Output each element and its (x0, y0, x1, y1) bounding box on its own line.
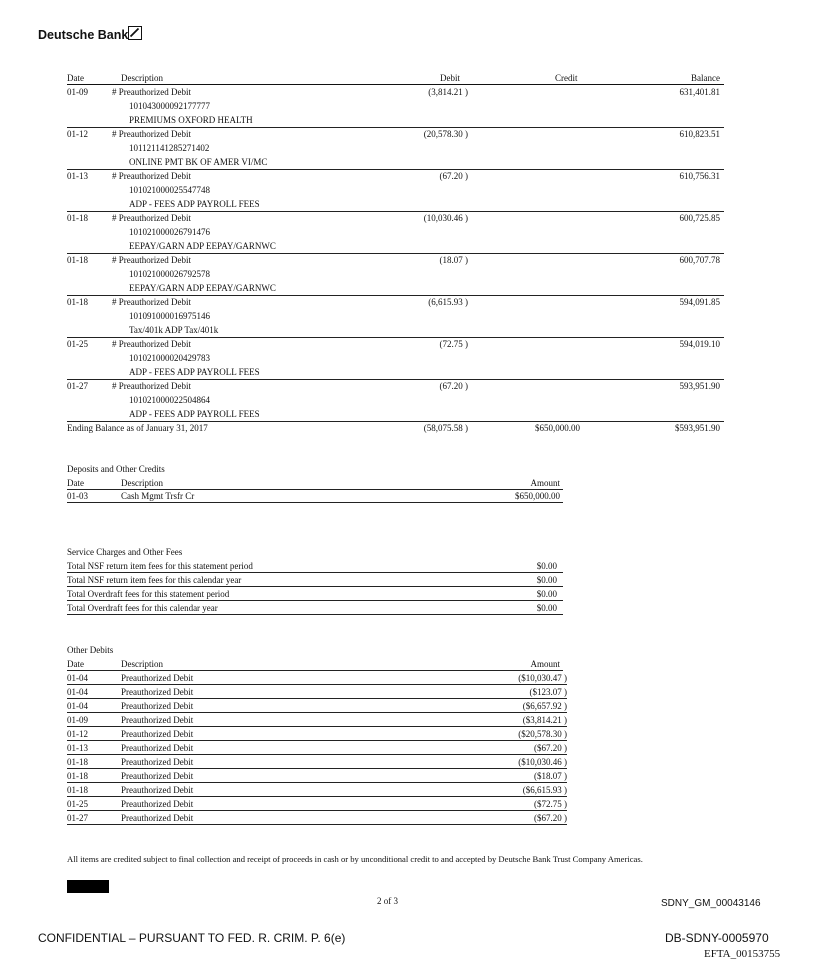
tx-ref: 101021000020429783 (129, 353, 210, 363)
tx-balance: 610,823.51 (679, 129, 720, 139)
tx-row-rule (67, 127, 724, 128)
tx-date: 01-27 (67, 381, 88, 391)
deposits-title: Deposits and Other Credits (67, 464, 165, 474)
other-debit-description: Preauthorized Debit (121, 729, 194, 739)
other-debit-description: Preauthorized Debit (121, 785, 194, 795)
tx-date: 01-18 (67, 213, 88, 223)
other-debit-amount: ($20,578.30 ) (518, 729, 567, 739)
bank-name: Deutsche Bank (38, 28, 129, 42)
tx-row-rule (67, 379, 724, 380)
tx-type: # Preauthorized Debit (112, 381, 191, 391)
tx-debit: (6,615.93 ) (428, 297, 468, 307)
other-debit-row-rule (67, 796, 567, 797)
tx-memo: ADP - FEES ADP PAYROLL FEES (129, 367, 260, 377)
tx-row-rule (67, 337, 724, 338)
other-debit-date: 01-27 (67, 813, 88, 823)
col-header-credit: Credit (555, 73, 578, 83)
other-debit-amount: ($72.75 ) (534, 799, 567, 809)
tx-ref: 101021000026791476 (129, 227, 210, 237)
deposit-description: Cash Mgmt Trsfr Cr (121, 491, 195, 501)
other-debit-description: Preauthorized Debit (121, 715, 194, 725)
other-debit-row-rule (67, 740, 567, 741)
tx-debit: (67.20 ) (439, 381, 468, 391)
tx-debit: (3,814.21 ) (428, 87, 468, 97)
service-title: Service Charges and Other Fees (67, 547, 183, 557)
tx-ref: 101043000092177777 (129, 101, 210, 111)
deposits-header-description: Description (121, 478, 163, 488)
other-debit-row-rule (67, 782, 567, 783)
tx-debit: (67.20 ) (439, 171, 468, 181)
ending-balance-label: Ending Balance as of January 31, 2017 (67, 423, 208, 433)
other-debit-row-rule (67, 712, 567, 713)
tx-ref: 101021000022504864 (129, 395, 210, 405)
other-debit-description: Preauthorized Debit (121, 743, 194, 753)
tx-date: 01-09 (67, 87, 88, 97)
other-debits-header-rule (67, 670, 563, 671)
other-debit-row-rule (67, 768, 567, 769)
tx-balance: 600,725.85 (679, 213, 720, 223)
header-rule (67, 84, 724, 85)
service-row-rule (67, 586, 563, 587)
other-debit-date: 01-04 (67, 673, 88, 683)
ending-debit-total: (58,075.58 ) (423, 423, 468, 433)
other-debit-row-rule (67, 810, 567, 811)
tx-memo: ADP - FEES ADP PAYROLL FEES (129, 199, 260, 209)
other-debit-date: 01-12 (67, 729, 88, 739)
other-debit-date: 01-13 (67, 743, 88, 753)
service-fee-label: Total NSF return item fees for this statement period (67, 561, 253, 571)
other-debit-description: Preauthorized Debit (121, 673, 194, 683)
other-debit-description: Preauthorized Debit (121, 813, 194, 823)
other-debit-amount: ($6,615.93 ) (522, 785, 567, 795)
tx-date: 01-18 (67, 297, 88, 307)
tx-balance: 594,091.85 (679, 297, 720, 307)
tx-memo: Tax/401k ADP Tax/401k (129, 325, 219, 335)
tx-debit: (72.75 ) (439, 339, 468, 349)
tx-type: # Preauthorized Debit (112, 129, 191, 139)
tx-debit: (18.07 ) (439, 255, 468, 265)
tx-balance: 593,951.90 (679, 381, 720, 391)
tx-ref: 101021000025547748 (129, 185, 210, 195)
deposits-header-date: Date (67, 478, 84, 488)
service-row-rule (67, 572, 563, 573)
other-debit-description: Preauthorized Debit (121, 771, 194, 781)
col-header-description: Description (121, 73, 163, 83)
deposits-header-amount: Amount (530, 478, 560, 488)
other-debit-row-rule (67, 698, 567, 699)
tx-type: # Preauthorized Debit (112, 297, 191, 307)
other-debit-row-rule (67, 684, 567, 685)
redaction-block (67, 880, 109, 893)
efta-stamp: EFTA_00153755 (704, 948, 781, 960)
tx-type: # Preauthorized Debit (112, 213, 191, 223)
tx-memo: PREMIUMS OXFORD HEALTH (129, 115, 253, 125)
other-debit-row-rule (67, 824, 567, 825)
other-debit-amount: ($123.07 ) (529, 687, 567, 697)
service-fee-amount: $0.00 (536, 561, 557, 571)
tx-ref: 101021000026792578 (129, 269, 210, 279)
service-fee-label: Total Overdraft fees for this statement period (67, 589, 230, 599)
other-debit-description: Preauthorized Debit (121, 701, 194, 711)
service-fee-label: Total Overdraft fees for this calendar year (67, 603, 218, 613)
service-row-rule (67, 614, 563, 615)
tx-type: # Preauthorized Debit (112, 87, 191, 97)
tx-date: 01-13 (67, 171, 88, 181)
service-fee-amount: $0.00 (536, 589, 557, 599)
tx-type: # Preauthorized Debit (112, 171, 191, 181)
col-header-debit: Debit (440, 73, 460, 83)
other-debit-date: 01-09 (67, 715, 88, 725)
col-header-date: Date (67, 73, 84, 83)
service-row-rule (67, 600, 563, 601)
deposits-header-rule (67, 489, 563, 490)
other-debit-amount: ($18.07 ) (534, 771, 567, 781)
service-fee-amount: $0.00 (536, 575, 557, 585)
other-debits-header-amount: Amount (530, 659, 560, 669)
tx-row-rule (67, 169, 724, 170)
other-debit-row-rule (67, 726, 567, 727)
other-debit-date: 01-18 (67, 785, 88, 795)
tx-debit: (20,578.30 ) (423, 129, 468, 139)
tx-type: # Preauthorized Debit (112, 255, 191, 265)
other-debit-amount: ($10,030.47 ) (518, 673, 567, 683)
deposit-row-rule (67, 502, 563, 503)
tx-row-rule (67, 295, 724, 296)
tx-balance: 631,401.81 (679, 87, 720, 97)
confidential-notice: CONFIDENTIAL – PURSUANT TO FED. R. CRIM. P. 6(e) (38, 931, 346, 945)
tx-row-rule (67, 253, 724, 254)
tx-row-rule (67, 421, 724, 422)
other-debit-description: Preauthorized Debit (121, 799, 194, 809)
service-fee-label: Total NSF return item fees for this calendar year (67, 575, 242, 585)
tx-memo: EEPAY/GARN ADP EEPAY/GARNWC (129, 283, 276, 293)
other-debits-header-date: Date (67, 659, 84, 669)
tx-ref: 101091000016975146 (129, 311, 210, 321)
tx-type: # Preauthorized Debit (112, 339, 191, 349)
other-debit-date: 01-04 (67, 701, 88, 711)
other-debit-amount: ($67.20 ) (534, 813, 567, 823)
other-debit-row-rule (67, 754, 567, 755)
sdny-gm-stamp: SDNY_GM_00043146 (661, 898, 761, 909)
tx-memo: ADP - FEES ADP PAYROLL FEES (129, 409, 260, 419)
other-debit-description: Preauthorized Debit (121, 757, 194, 767)
deposit-amount: $650,000.00 (515, 491, 560, 501)
tx-memo: EEPAY/GARN ADP EEPAY/GARNWC (129, 241, 276, 251)
db-sdny-stamp: DB-SDNY-0005970 (665, 931, 769, 945)
tx-balance: 610,756.31 (679, 171, 720, 181)
other-debits-header-description: Description (121, 659, 163, 669)
deutsche-bank-logo-icon (128, 26, 142, 40)
tx-debit: (10,030.46 ) (423, 213, 468, 223)
other-debits-title: Other Debits (67, 645, 114, 655)
other-debit-description: Preauthorized Debit (121, 687, 194, 697)
other-debit-amount: ($67.20 ) (534, 743, 567, 753)
other-debit-amount: ($10,030.46 ) (518, 757, 567, 767)
other-debit-date: 01-25 (67, 799, 88, 809)
other-debit-amount: ($3,814.21 ) (522, 715, 567, 725)
deposit-date: 01-03 (67, 491, 88, 501)
ending-credit-total: $650,000.00 (535, 423, 580, 433)
other-debit-date: 01-18 (67, 771, 88, 781)
tx-date: 01-12 (67, 129, 88, 139)
col-header-balance: Balance (691, 73, 720, 83)
tx-date: 01-18 (67, 255, 88, 265)
tx-ref: 101121141285271402 (129, 143, 210, 153)
other-debit-date: 01-18 (67, 757, 88, 767)
disclaimer-text: All items are credited subject to final collection and receipt of proceeds in cash or by unconditional credit to and accepted by Deutsche Bank Trust Company Americas. (67, 854, 643, 864)
other-debit-date: 01-04 (67, 687, 88, 697)
tx-memo: ONLINE PMT BK OF AMER VI/MC (129, 157, 268, 167)
other-debit-amount: ($6,657.92 ) (522, 701, 567, 711)
page-number: 2 of 3 (377, 896, 398, 906)
tx-balance: 600,707.78 (679, 255, 720, 265)
tx-row-rule (67, 211, 724, 212)
ending-balance-total: $593,951.90 (675, 423, 720, 433)
tx-balance: 594,019.10 (679, 339, 720, 349)
service-fee-amount: $0.00 (536, 603, 557, 613)
tx-date: 01-25 (67, 339, 88, 349)
